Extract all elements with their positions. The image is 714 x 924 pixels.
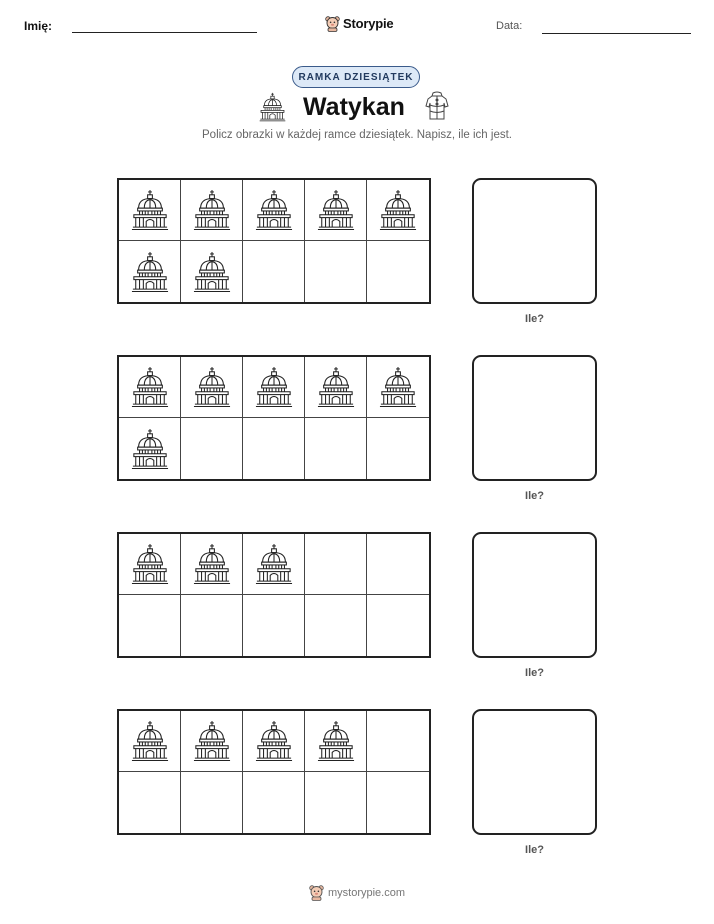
basilica-dome-icon: [131, 720, 169, 762]
ten-frame-cell: [181, 418, 243, 479]
basilica-dome-icon: [193, 366, 231, 408]
ten-frame-cell: [367, 180, 429, 241]
ten-frame-cell: [367, 711, 429, 772]
footer: [0, 884, 714, 904]
footer-site: mystorypie.com: [328, 886, 406, 899]
ten-frame-cell: [181, 534, 243, 595]
ten-frame-cell: [243, 772, 305, 833]
ten-frame-cell: [367, 418, 429, 479]
basilica-dome-icon: [193, 720, 231, 762]
answer-prompt: Ile?: [525, 844, 544, 856]
basilica-dome-icon: [317, 366, 355, 408]
basilica-dome-icon: [193, 189, 231, 231]
ten-frame-cell: [119, 772, 181, 833]
ten-frame-cell: [243, 241, 305, 302]
ten-frame-cell: [181, 711, 243, 772]
brand-name: Storypie: [343, 15, 394, 31]
basilica-dome-icon: [317, 189, 355, 231]
basilica-dome-icon: [131, 543, 169, 585]
ten-frame-cell: [305, 711, 367, 772]
basilica-dome-icon: [317, 720, 355, 762]
ten-frame-cell: [305, 772, 367, 833]
ten-frame-cell: [243, 180, 305, 241]
ten-frame-cell: [305, 534, 367, 595]
storypie-mascot-icon: [325, 15, 340, 32]
basilica-dome-icon: [255, 366, 293, 408]
ten-frame-cell: [305, 180, 367, 241]
ten-frame-cell: [305, 241, 367, 302]
ten-frame-cell: [181, 772, 243, 833]
worksheet-type-badge: RAMKA DZIESIĄTEK: [292, 66, 420, 88]
ten-frame-cell: [181, 595, 243, 656]
name-label: Imię:: [24, 19, 53, 33]
ten-frame-cell: [119, 711, 181, 772]
ten-frame-cell: [119, 418, 181, 479]
basilica-dome-icon: [255, 189, 293, 231]
name-input-line[interactable]: [72, 32, 257, 33]
ten-frame-cell: [181, 241, 243, 302]
basilica-dome-icon: [131, 251, 169, 293]
ten-frame-cell: [243, 595, 305, 656]
ten-frame-cell: [181, 357, 243, 418]
storypie-mascot-icon: [309, 884, 324, 901]
basilica-dome-icon: [379, 366, 417, 408]
basilica-dome-icon: [379, 189, 417, 231]
answer-box[interactable]: [472, 532, 597, 658]
ten-frame-cell: [367, 534, 429, 595]
ten-frame-cell: [367, 772, 429, 833]
answer-box[interactable]: [472, 355, 597, 481]
answer-prompt: Ile?: [525, 490, 544, 502]
basilica-dome-icon: [255, 543, 293, 585]
ten-frame-cell: [119, 595, 181, 656]
instructions: Policz obrazki w każdej ramce dziesiątek. Napisz, ile ich jest.: [202, 129, 512, 141]
date-label: Data:: [496, 20, 523, 32]
ten-frame: [117, 355, 431, 481]
ten-frame-cell: [119, 180, 181, 241]
ten-frame-cell: [243, 357, 305, 418]
basilica-dome-icon: [131, 366, 169, 408]
ten-frame-cell: [305, 595, 367, 656]
ten-frame-cell: [367, 241, 429, 302]
ten-frame-cell: [243, 711, 305, 772]
basilica-dome-icon: [255, 720, 293, 762]
worksheet-header: [0, 0, 714, 50]
ten-frame-cell: [243, 534, 305, 595]
answer-prompt: Ile?: [525, 667, 544, 679]
basilica-dome-icon: [131, 189, 169, 231]
answer-box[interactable]: [472, 178, 597, 304]
ten-frame: [117, 532, 431, 658]
ten-frame-cell: [119, 241, 181, 302]
ten-frame-cell: [305, 418, 367, 479]
ten-frame-cell: [119, 534, 181, 595]
answer-prompt: Ile?: [525, 313, 544, 325]
ten-frame-cell: [367, 595, 429, 656]
answer-box[interactable]: [472, 709, 597, 835]
basilica-dome-icon: [193, 251, 231, 293]
basilica-dome-icon: [193, 543, 231, 585]
ten-frame-cell: [243, 418, 305, 479]
ten-frame-cell: [367, 357, 429, 418]
basilica-dome-icon: [259, 92, 286, 122]
date-input-line[interactable]: [542, 33, 691, 34]
basilica-dome-icon: [131, 428, 169, 470]
ten-frame: [117, 178, 431, 304]
ten-frame-cell: [305, 357, 367, 418]
ten-frame-cell: [181, 180, 243, 241]
page-title: Watykan: [303, 93, 405, 121]
ten-frame: [117, 709, 431, 835]
title-row: [0, 90, 714, 124]
ten-frame-cell: [119, 357, 181, 418]
brand-logo: [325, 13, 393, 33]
papal-vestment-icon: [425, 91, 449, 121]
